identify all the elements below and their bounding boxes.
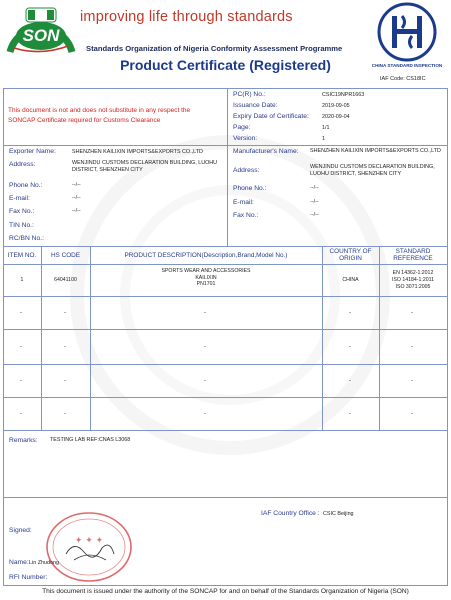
empty-cell: - — [20, 378, 22, 384]
manufacturer-name-value: SHENZHEN KAILIXIN IMPORTS&EXPORTS CO.,LTD — [310, 148, 441, 154]
official-stamp — [44, 510, 134, 585]
iaf-office-label: IAF Country Office : — [261, 510, 320, 517]
exporter-email-value: --/-- — [72, 195, 81, 201]
col-header-country: COUNTRY OF ORIGIN — [329, 248, 372, 262]
remarks-value: TESTING LAB REF:CNAS L3068 — [50, 437, 131, 443]
empty-cell: - — [20, 411, 22, 417]
row1-item: 1 — [20, 277, 24, 283]
row1-std-line1: EN 14362-1:2012 — [392, 270, 434, 276]
manufacturer-address-label: Address: — [233, 167, 260, 174]
col-header-standard: STANDARD REFERENCE — [393, 248, 433, 262]
col-header-description: PRODUCT DESCRIPTION(Description,Brand,Model No.) — [124, 252, 288, 259]
iaf-office-value: CSIC Beijing — [323, 511, 354, 517]
exporter-name-value: SHENZHEN KAILIXIN IMPORTS&EXPORTS CO.,LTD — [72, 149, 203, 155]
empty-cell: - — [411, 344, 413, 350]
son-logo-text: SON — [22, 26, 60, 45]
empty-cell: - — [349, 411, 351, 417]
col-header-item-no: ITEM NO. — [7, 252, 37, 259]
row1-std-line2: ISO 14184-1:2011 — [391, 277, 434, 283]
empty-cell: - — [411, 378, 413, 384]
expiry-date-label: Expiry Date of Certificate: — [233, 113, 309, 120]
manufacturer-address-value: WENJINDU CUSTOMS DECLARATION BUILDING, LUOHU DISTRICT, SHENZHEN CITY — [310, 164, 435, 177]
programme-title: Standards Organization of Nigeria Conformity Assessment Programme — [86, 44, 343, 53]
empty-cell: - — [64, 310, 66, 316]
row1-desc-line1: SPORTS WEAR AND ACCESSORIES — [161, 268, 251, 274]
certificate-title: Product Certificate (Registered) — [120, 57, 331, 73]
exporter-fax-label: Fax No.: — [9, 208, 35, 215]
customs-notice: This document is not and does not substitute in any respect the SONCAP Certificate required for Customs Clearance — [8, 107, 191, 124]
svg-text:✦ ✦ ✦: ✦ ✦ ✦ — [74, 536, 104, 546]
empty-cell: - — [20, 344, 22, 350]
empty-cell: - — [349, 378, 351, 384]
cis-logo — [376, 2, 438, 64]
watermark-inner-ring — [120, 185, 340, 405]
row1-desc-line3: PN1701 — [196, 281, 216, 287]
empty-cell: - — [411, 310, 413, 316]
empty-cell: - — [411, 411, 413, 417]
watermark-ring — [70, 135, 390, 455]
empty-cell: - — [204, 378, 206, 384]
footer-authority: This document is issued under the authority of the SONCAP for and on behalf of the Standards Organization of Nigeria (SON) — [42, 588, 409, 595]
empty-cell: - — [204, 310, 206, 316]
manufacturer-phone-value: --/-- — [310, 185, 319, 191]
rfi-label: RFI Number: — [9, 574, 48, 581]
iaf-code: IAF Code: CS18IC — [380, 76, 426, 82]
name-label: Name: — [9, 559, 29, 566]
page-value: 1/1 — [322, 125, 330, 131]
row1-hs-code: 64041100 — [54, 277, 77, 283]
expiry-date-value: 2020-09-04 — [322, 114, 350, 120]
empty-cell: - — [64, 378, 66, 384]
exporter-address-value: WENJINDU CUSTOMS DECLARATION BUILDING, LUOHU DISTRICT, SHENZHEN CITY — [72, 160, 218, 173]
pc-no-label: PC(R) No.: — [233, 91, 266, 98]
empty-cell: - — [204, 344, 206, 350]
signed-label: Signed: — [9, 527, 32, 534]
empty-cell: - — [349, 310, 351, 316]
issuance-date-value: 2019-09-05 — [322, 103, 350, 109]
empty-cell: - — [64, 344, 66, 350]
exporter-tin-label: TIN No.: — [9, 222, 34, 229]
manufacturer-fax-label: Fax No.: — [233, 212, 259, 219]
exporter-phone-value: --/-- — [72, 182, 81, 188]
page-label: Page: — [233, 124, 251, 131]
manufacturer-phone-label: Phone No.: — [233, 185, 267, 192]
empty-cell: - — [20, 310, 22, 316]
row1-desc-line2: KAILIXIN — [195, 274, 217, 281]
issuance-date-label: Issuance Date: — [233, 102, 278, 109]
pc-no-value: CSIC19NPR1663 — [322, 92, 365, 98]
col-header-hs-code: HS CODE — [50, 252, 81, 259]
exporter-phone-label: Phone No.: — [9, 182, 43, 189]
exporter-rc-label: RC/BN No.: — [9, 235, 44, 242]
version-label: Version: — [233, 135, 258, 142]
manufacturer-email-label: E-mail: — [233, 199, 254, 206]
row1-country: CHINA — [342, 277, 359, 283]
tagline: improving life through standards — [80, 9, 293, 25]
empty-cell: - — [204, 411, 206, 417]
manufacturer-fax-value: --/-- — [310, 212, 319, 218]
remarks-label: Remarks: — [9, 437, 38, 444]
manufacturer-name-label: Manufacturer's Name: — [233, 148, 299, 155]
manufacturer-email-value: --/-- — [310, 199, 319, 205]
exporter-address-label: Address: — [9, 161, 36, 168]
exporter-email-label: E-mail: — [9, 195, 30, 202]
exporter-name-label: Exporter Name: — [9, 148, 56, 155]
empty-cell: - — [64, 411, 66, 417]
exporter-fax-value: --/-- — [72, 208, 81, 214]
signatory-name: Lin Zhudong — [29, 560, 59, 566]
row1-std-line3: ISO 3071:2005 — [395, 284, 431, 290]
cis-logo-label: CHINA STANDARD INSPECTION — [371, 63, 443, 68]
son-logo — [4, 2, 78, 58]
empty-cell: - — [349, 344, 351, 350]
version-value: 1 — [322, 136, 325, 142]
